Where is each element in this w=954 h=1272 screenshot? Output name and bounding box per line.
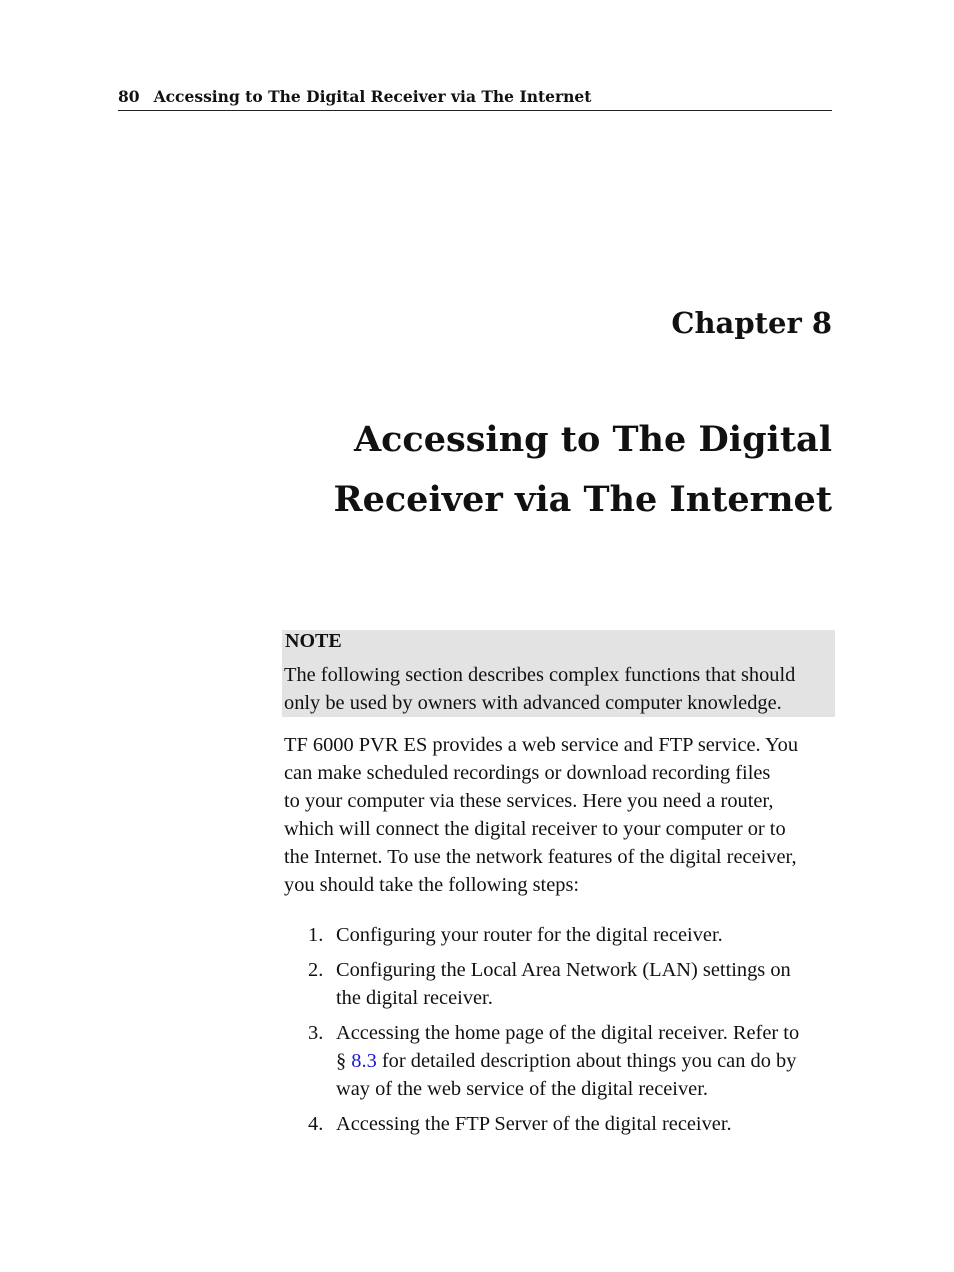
list-item-text: way of the web service of the digital receiver. (336, 1078, 708, 1100)
body-line: you should take the following steps: (284, 874, 580, 896)
body-line: the Internet. To use the network features of the digital receiver, (284, 846, 797, 868)
list-item-text: Configuring your router for the digital receiver. (336, 924, 723, 946)
list-item-number: 2. (308, 959, 324, 981)
note-box (282, 630, 835, 717)
list-item-text: the digital receiver. (336, 987, 493, 1009)
list-item-text (336, 1047, 834, 1075)
list-item-text: Accessing the FTP Server of the digital receiver. (336, 1113, 732, 1135)
section-symbol: § (336, 1050, 352, 1072)
list-item-text: Accessing the home page of the digital receiver. Refer to (336, 1022, 800, 1044)
body-line: to your computer via these services. Here you need a router, (284, 790, 774, 812)
list-item-text: Configuring the Local Area Network (LAN) settings on (336, 959, 791, 981)
steps-list (284, 921, 834, 1145)
running-head-title: Accessing to The Digital Receiver via The Internet (153, 87, 592, 106)
list-item (284, 921, 834, 949)
running-head (118, 86, 832, 111)
body-line: TF 6000 PVR ES provides a web service and FTP service. You (284, 734, 799, 756)
list-item-number: 4. (308, 1113, 324, 1135)
body-line: can make scheduled recordings or download recording files (284, 762, 771, 784)
chapter-title (232, 410, 832, 530)
list-item (284, 1019, 834, 1103)
note-heading: NOTE (285, 630, 342, 652)
list-item (284, 956, 834, 1012)
list-item-text-suffix: for detailed description about things you can do by (376, 1050, 797, 1072)
list-item-number: 3. (308, 1022, 324, 1044)
list-item-number: 1. (308, 924, 324, 946)
chapter-label: Chapter 8 (671, 306, 832, 340)
page-number: 80 (118, 87, 140, 106)
note-text: The following section describes complex functions that should only be used by owners with advanced computer knowledge. (284, 664, 796, 714)
list-item (284, 1110, 834, 1138)
section-link[interactable]: 8.3 (351, 1050, 377, 1072)
chapter-title-line: Accessing to The Digital (353, 419, 832, 460)
chapter-title-line: Receiver via The Internet (333, 479, 832, 520)
body-line: which will connect the digital receiver to your computer or to (284, 818, 786, 840)
body-paragraph (284, 731, 834, 899)
